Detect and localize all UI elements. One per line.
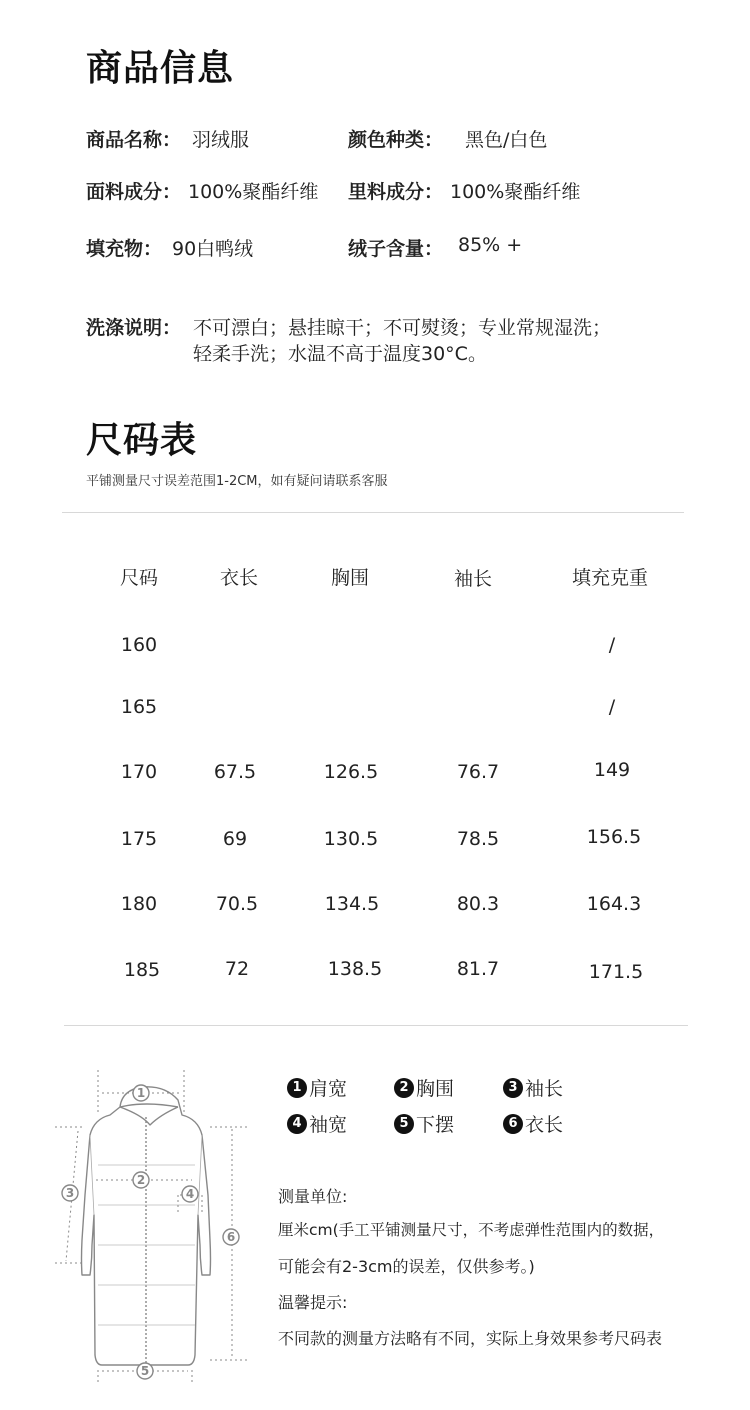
marker-1	[133, 1085, 149, 1101]
fabric-value: 100%聚酯纤维	[188, 181, 319, 203]
cell-length: 70.5	[215, 893, 259, 915]
legend-label: 袖宽	[309, 1114, 348, 1136]
fabric-label: 面料成分：	[86, 181, 182, 203]
number-4-icon: 4	[287, 1114, 307, 1134]
down-content-value: 85% +	[458, 234, 523, 256]
cell-fill-weight: 156.5	[586, 826, 642, 848]
legend-label: 袖长	[525, 1078, 564, 1100]
number-6-icon: 6	[503, 1114, 523, 1134]
cell-fill-weight: /	[608, 696, 616, 718]
size-chart-title: 尺码表	[86, 420, 198, 461]
cell-size: 160	[120, 634, 158, 656]
cell-length: 67.5	[213, 761, 257, 783]
product-name-label: 商品名称：	[86, 129, 182, 151]
legend-item-chest	[394, 1074, 454, 1101]
cell-length: 69	[222, 828, 248, 850]
number-1-icon: 1	[287, 1078, 307, 1098]
cell-fill-weight: /	[608, 634, 616, 656]
cell-size: 185	[123, 959, 161, 981]
header-fill-weight: 填充克重	[571, 567, 648, 589]
marker-5	[137, 1363, 153, 1379]
diagram-markers	[62, 1085, 239, 1379]
divider-top	[62, 512, 684, 513]
size-chart-note: 平铺测量尺寸误差范围1-2CM，如有疑问请联系客服	[86, 474, 388, 489]
product-name-value: 羽绒服	[192, 129, 250, 151]
marker-3	[62, 1185, 78, 1201]
marker-2	[133, 1172, 149, 1188]
cell-size: 175	[120, 828, 158, 850]
cell-sleeve: 81.7	[456, 958, 500, 980]
measure-unit-line-2: 可能会有2-3cm的误差，仅供参考。)	[278, 1257, 535, 1276]
product-info-title: 商品信息	[86, 48, 235, 89]
measure-guides	[55, 1070, 250, 1385]
legend-label: 肩宽	[309, 1078, 348, 1100]
filling-value: 90白鸭绒	[172, 238, 254, 260]
svg-text:6: 6	[226, 1230, 236, 1244]
legend-item-sleeve-width	[287, 1110, 347, 1137]
color-value: 黑色/白色	[465, 129, 548, 151]
tip-label: 温馨提示:	[278, 1293, 348, 1312]
wash-line-2: 轻柔手洗；水温不高于温度30°C。	[193, 343, 487, 365]
coat-measurement-diagram	[50, 1065, 260, 1390]
svg-text:3: 3	[65, 1186, 75, 1200]
legend-label: 衣长	[525, 1114, 564, 1136]
color-label: 颜色种类：	[348, 129, 444, 151]
marker-4	[182, 1186, 198, 1202]
lining-value: 100%聚酯纤维	[450, 181, 581, 203]
measure-unit-label: 测量单位:	[278, 1187, 348, 1206]
legend-label: 胸围	[416, 1078, 455, 1100]
cell-fill-weight: 149	[593, 759, 631, 781]
header-size: 尺码	[119, 567, 158, 589]
cell-size: 180	[120, 893, 158, 915]
cell-chest: 126.5	[323, 761, 379, 783]
svg-text:5: 5	[140, 1364, 150, 1378]
legend-item-length	[503, 1110, 563, 1137]
cell-chest: 130.5	[323, 828, 379, 850]
cell-sleeve: 76.7	[456, 761, 500, 783]
cell-fill-weight: 164.3	[586, 893, 642, 915]
header-length: 衣长	[219, 567, 258, 589]
down-content-label: 绒子含量：	[348, 238, 444, 260]
tip-text: 不同款的测量方法略有不同，实际上身效果参考尺码表	[278, 1329, 663, 1348]
cell-size: 170	[120, 761, 158, 783]
svg-text:4: 4	[185, 1187, 195, 1201]
cell-size: 165	[120, 696, 158, 718]
measure-unit-line-1: 厘米cm(手工平铺测量尺寸，不考虑弹性范围内的数据，	[278, 1221, 665, 1239]
cell-chest: 138.5	[327, 958, 383, 980]
legend-label: 下摆	[416, 1114, 455, 1136]
header-chest: 胸围	[330, 567, 369, 589]
lining-label: 里料成分：	[348, 181, 444, 203]
divider-bottom	[64, 1025, 688, 1026]
marker-6	[223, 1229, 239, 1245]
cell-chest: 134.5	[324, 893, 380, 915]
svg-text:2: 2	[136, 1173, 146, 1187]
legend-item-sleeve-length	[503, 1074, 563, 1101]
cell-length: 72	[224, 958, 250, 980]
number-2-icon: 2	[394, 1078, 414, 1098]
number-3-icon: 3	[503, 1078, 523, 1098]
header-sleeve: 袖长	[453, 568, 492, 590]
svg-text:1: 1	[136, 1086, 146, 1100]
wash-label: 洗涤说明：	[86, 317, 182, 339]
number-5-icon: 5	[394, 1114, 414, 1134]
legend-item-shoulder	[287, 1074, 347, 1101]
filling-label: 填充物：	[86, 238, 163, 260]
coat-outline	[82, 1087, 211, 1365]
cell-fill-weight: 171.5	[588, 961, 644, 983]
cell-sleeve: 80.3	[456, 893, 500, 915]
wash-line-1: 不可漂白；悬挂晾干；不可熨烫；专业常规湿洗；	[193, 317, 612, 339]
legend-item-hem	[394, 1110, 454, 1137]
cell-sleeve: 78.5	[456, 828, 500, 850]
